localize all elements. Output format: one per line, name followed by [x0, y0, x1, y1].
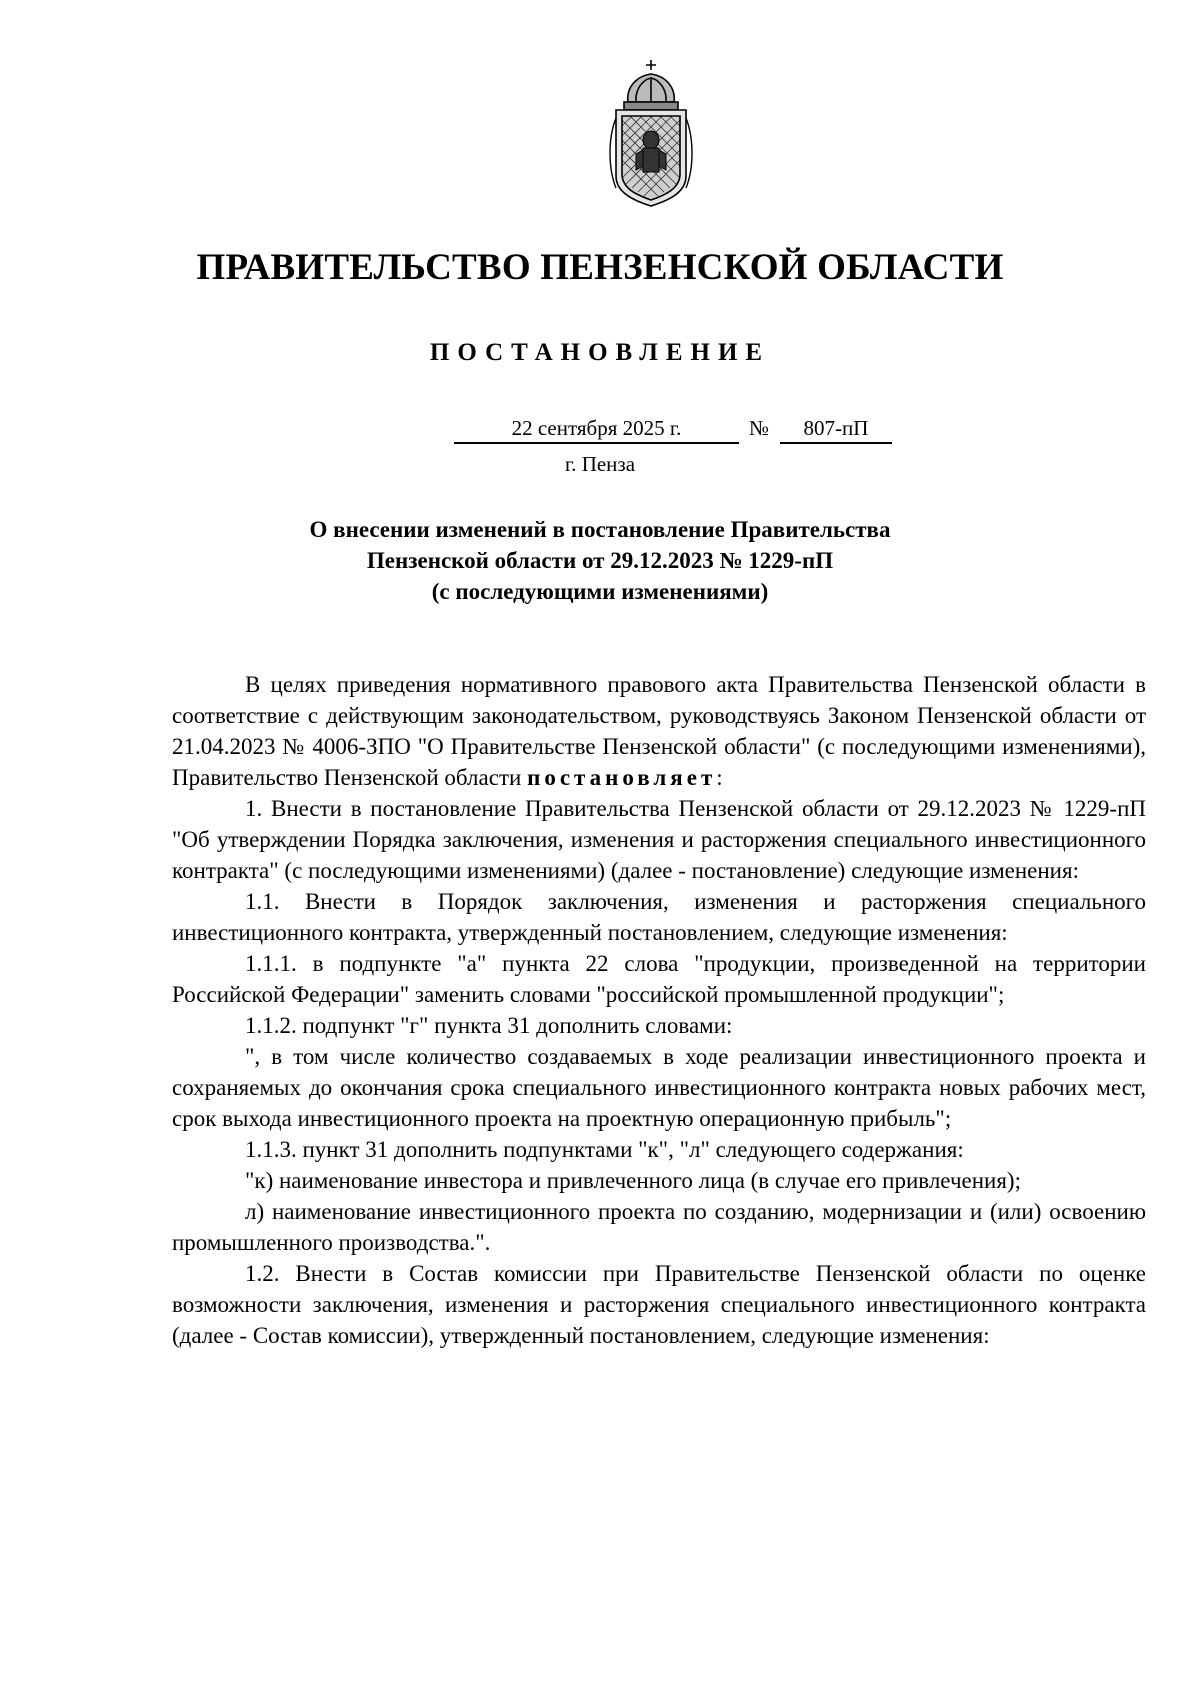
paragraph-1-1-2-quote: ", в том числе количество создаваемых в ходе реализации инвестиционного проекта и сохраняемых до окончания срока специального инвестиционного контракта новых рабочих мест, срок выхода инвестиционного проекта на проектную операционную прибыль";: [172, 1044, 1146, 1131]
paragraph-preamble: [172, 669, 1146, 793]
resolves-word: постановляет: [527, 765, 717, 790]
paragraph-1-1-2: 1.1.2. подпункт "г" пункта 31 дополнить словами:: [245, 1013, 733, 1038]
document-date: 22 сентября 2025 г.: [454, 414, 739, 444]
coat-of-arms-icon: [606, 58, 696, 210]
preamble-colon: :: [716, 765, 723, 790]
preamble-text: В целях приведения нормативного правового акта Правительства Пензенской области в соответствие с действующим законодательством, руководствуясь Законом Пензенской области от 21.04.2023 № 4006-ЗПО "О Правительстве Пензенской области" (с последующими изменениями), Правительство Пензенской области: [172, 672, 1146, 790]
number-sign: №: [748, 416, 770, 440]
paragraph-subitem-k: "к) наименование инвестора и привлеченного лица (в случае его привлечения);: [245, 1168, 1021, 1193]
document-type: ПОСТАНОВЛЕНИЕ: [429, 339, 771, 366]
paragraph-subitem-l: л) наименование инвестиционного проекта по созданию, модернизации и (или) освоению промышленного производства.".: [172, 1199, 1146, 1255]
document-heading: [0, 514, 1200, 607]
paragraph-1: 1. Внести в постановление Правительства Пензенской области от 29.12.2023 № 1229-пП "Об утверждении Порядка заключения, изменения и расторжения специального инвестиционного контракта" (с последующими изменениями) (далее - постановление) следующие изменения:: [172, 796, 1146, 883]
paragraph-1-1: 1.1. Внести в Порядок заключения, изменения и расторжения специального инвестиционного контракта, утвержденный постановлением, следующие изменения:: [172, 889, 1146, 945]
document-number: 807-пП: [780, 414, 892, 444]
document-body: [172, 669, 1146, 1351]
heading-line-2: Пензенской области от 29.12.2023 № 1229-пП: [366, 548, 834, 573]
heading-line-1: О внесении изменений в постановление Правительства: [309, 517, 891, 542]
paragraph-1-1-3: 1.1.3. пункт 31 дополнить подпунктами "к", "л" следующего содержания:: [245, 1137, 964, 1162]
paragraph-1-1-1: 1.1.1. в подпункте "а" пункта 22 слова "продукции, произведенной на территории Российской Федерации" заменить словами "российской промышленной продукции";: [172, 951, 1146, 1007]
heading-line-3: (с последующими изменениями): [431, 579, 769, 604]
city: г. Пенза: [564, 452, 636, 476]
date-number-line: [0, 414, 1200, 444]
organization-title: ПРАВИТЕЛЬСТВО ПЕНЗЕНСКОЙ ОБЛАСТИ: [196, 247, 1004, 288]
paragraph-1-2: 1.2. Внести в Состав комиссии при Правительстве Пензенской области по оценке возможности заключения, изменения и расторжения специального инвестиционного контракта (далее - Состав комиссии), утвержденный постановлением, следующие изменения:: [172, 1261, 1146, 1348]
